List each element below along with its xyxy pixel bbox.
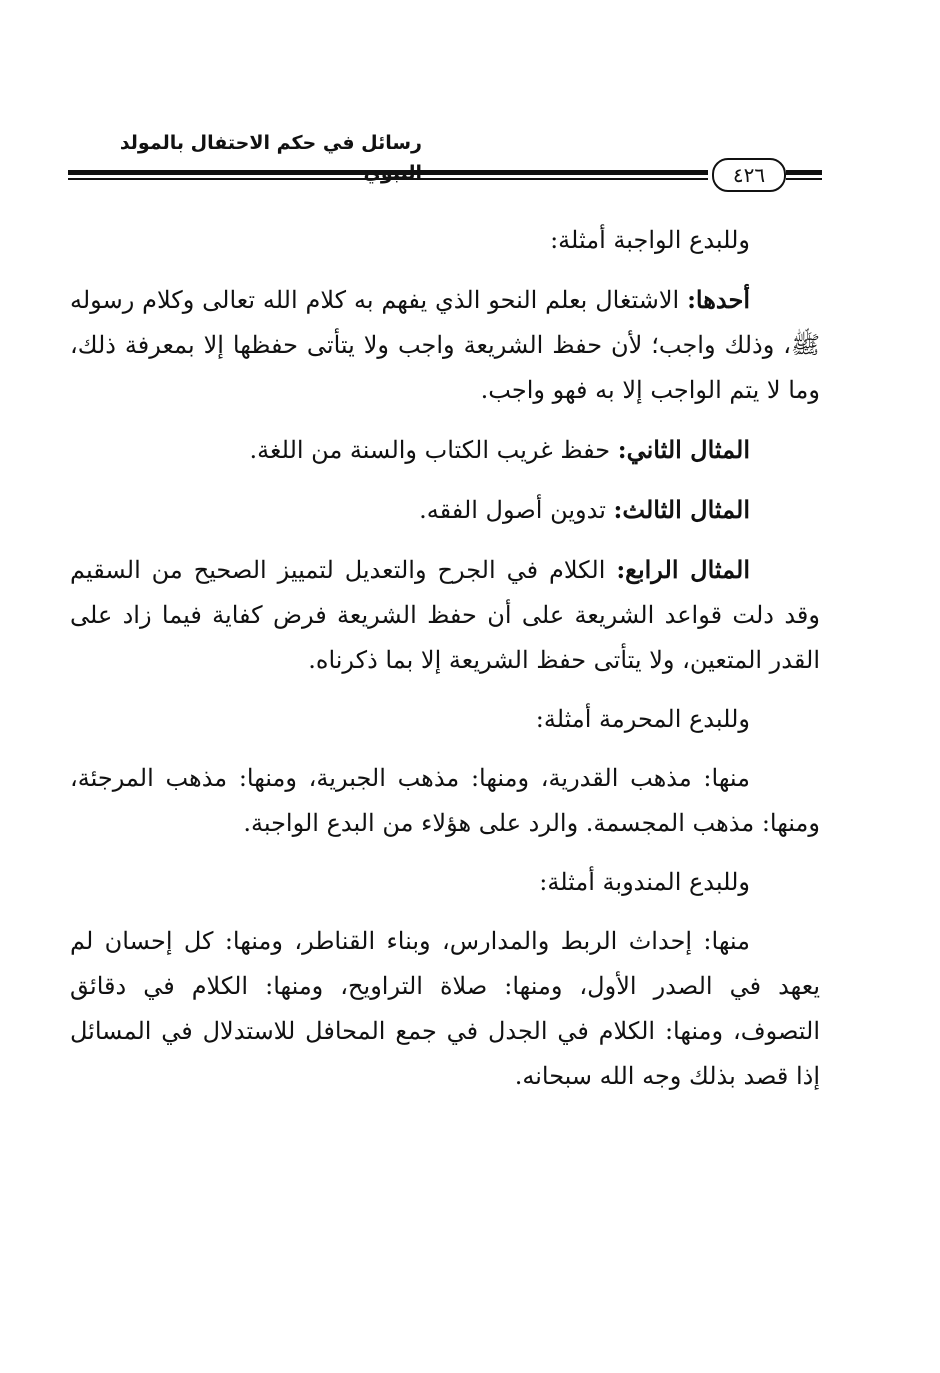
page-number: ٤٢٦ [712, 158, 786, 192]
paragraph-text: تدوين أصول الفقه. [419, 496, 614, 524]
page-body [70, 218, 820, 1113]
paragraph-lead: المثال الثاني: [617, 435, 750, 464]
paragraph-text: الاشتغال بعلم النحو الذي يفهم به كلام الله تعالى وكلام رسوله ﷺ، وذلك واجب؛ لأن حفظ الشريعة واجب ولا يتأتى حفظها إلا بمعرفة ذلك، وما لا يتم الواجب إلا به فهو واجب. [70, 286, 820, 404]
heading-recommended-innovations: وللبدع المندوبة أمثلة: [539, 868, 750, 896]
header-title: رسائل في حكم الاحتفال بالمولد [119, 132, 422, 154]
paragraph-first-example [70, 277, 820, 413]
paragraph-third-example [70, 487, 820, 533]
paragraph-recommended-examples: منها: إحداث الربط والمدارس، وبناء القناطر، ومنها: كل إحسان لم يعهد في الصدر الأول، ومنها: صلاة التراويح، ومنها: الكلام في دقائق التصوف، ومنها: الكلام في الجدل في جمع المحافل للاستدلال في المسائل إذا قصد بذلك وجه الله سبحانه. [70, 927, 820, 1090]
paragraph-text: الكلام في الجرح والتعديل لتمييز الصحيح من السقيم وقد دلت قواعد الشريعة على أن حفظ الشريعة فرض كفاية فيما زاد على القدر المتعين، ولا يتأتى حفظ الشريعة إلا بما ذكرناه. [70, 556, 820, 674]
header-rule-thick [68, 170, 708, 175]
paragraph-lead: المثال الثالث: [613, 495, 750, 524]
heading-forbidden-innovations: وللبدع المحرمة أمثلة: [535, 705, 750, 733]
paragraph-second-example [70, 427, 820, 473]
header-rule-thin [68, 178, 708, 180]
paragraph-lead: المثال الرابع: [616, 555, 751, 584]
header-rule-right-thick [786, 170, 822, 175]
heading-obligatory-innovations: وللبدع الواجبة أمثلة: [550, 226, 750, 254]
paragraph-lead: أحدها: [687, 285, 750, 314]
paragraph-text: حفظ غريب الكتاب والسنة من اللغة. [249, 436, 618, 464]
header-rule-right-thin [786, 178, 822, 180]
paragraph-forbidden-examples: منها: مذهب القدرية، ومنها: مذهب الجبرية، ومنها: مذهب المرجئة، ومنها: مذهب المجسمة. والرد على هؤلاء من البدع الواجبة. [70, 764, 820, 837]
paragraph-fourth-example [70, 547, 820, 683]
